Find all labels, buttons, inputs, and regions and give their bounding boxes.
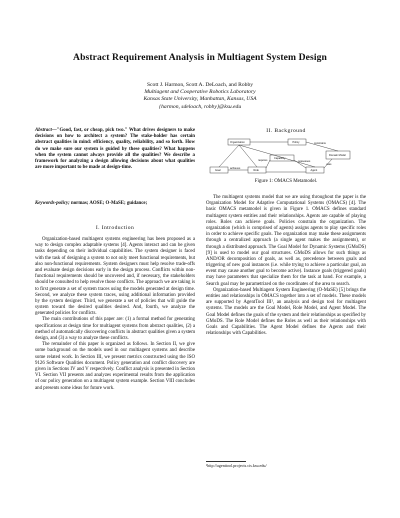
section-heading-introduction: I. Introduction <box>95 225 135 231</box>
intro-paragraph: The main contributions of this paper are: (1) a formal method for generating specifications at design time for multiagent systems from abstract qualities, (2) a method of automatically discovering conflicts in abstract qualities given a system design, and (3) a way to analyze these conflicts. <box>35 317 195 341</box>
role-label: Role <box>253 169 259 173</box>
abstract <box>35 128 195 171</box>
constrains-label: constrains <box>314 142 326 145</box>
footnote-divider <box>206 461 246 462</box>
figure-caption: Figure 1: OMACS Metamodel. <box>254 179 318 184</box>
policy-label: Policy <box>292 141 300 145</box>
author-names: Scott J. Harmon, Scott A. DeLoach, and Robby <box>146 82 254 88</box>
goal-label: Goal <box>215 169 221 173</box>
university: Kansas State University, Manhattan, Kansas, USA <box>143 96 257 103</box>
omacs-metamodel-figure <box>208 137 364 177</box>
intro-paragraph: The remainder of this paper is organized as follows. In Section II, we give some background on the models used in our multiagent systems and describe some related work. In Section III, we present metrics constructed using the ISO 9126 Software Qualities document. Policy generation and conflict discovery are given in Sections IV and V respectively. Conflict analysis is presented in Section VI. Section VII presents and analyzes experimental results from the application of our policy generation on a multiagent system example. Section VIII concludes and presents some ideas for future work. <box>35 342 195 391</box>
keywords-text: normas; AOSE; O-MaSE; guidance; <box>69 201 148 206</box>
capability-label: Capability <box>274 157 286 161</box>
footnote: ¹http://agenttool.projects.cis.ksu.edu/ <box>206 463 267 468</box>
abstract-label: Abstract— <box>35 128 57 133</box>
background-paragraph: The multiagent systems model that we are using throughout the paper is the Organization Model for Adaptive Computational Systems (OMACS) [4]. The basic OMACS metamodel is given in Figure 1. OMACS defines standard multiagent system entities and their relationships. Agents are capable of playing roles. Roles can achieve goals. Policies constrain the organization. The organization (which is comprised of agents) assigns agents to play specific roles in order to achieve specific goals. The organization may make these assignments through a centralized approach (a single agent makes the assignments), or through a distributed approach. The Goal Model for Dynamic Systems (GMoDS) [9] is used to model our goal structures. GMoDS allows for such things as AND/OR decomposition of goals, as well as, precedence between goals and triggering of new goal instances (i.e. while trying to achieve a particular goal, an event may cause another goal to become active). Instance goals (triggered goals) may have parameters that specialize them for the task at hand. For example, a Search goal may be parametrized on the coordinates of the area to search. <box>206 195 366 287</box>
author-block <box>60 82 340 111</box>
keywords-label: Keywords-policy; <box>35 201 70 206</box>
achieves-label: achieves <box>230 166 241 170</box>
organization-label: Organization <box>230 141 245 145</box>
domain-model-label: Domain Model <box>329 154 346 157</box>
abstract-text: "Good, fast, or cheap, pick two." What drives designers to make decisions on how to architect a system? The stake-holder has certain abstract qualities in mind: efficiency, quality, reliability, and so forth. How do we make sure our system is guided by these qualities? What happens when the system cannot always provide all the qualities? We describe a framework for analyzing a design allowing decisions about what qualities are more important to be made at design-time. <box>35 128 195 171</box>
paper-title: Abstract Requirement Analysis in Multiagent System Design <box>73 52 327 63</box>
section-heading-background: II. Background <box>266 128 306 134</box>
requires-label: requires <box>258 159 268 162</box>
author-emails: {harmon, sdeloach, robby}@ksu.edu <box>158 103 242 110</box>
keywords <box>35 201 195 207</box>
uses-label: uses <box>326 163 332 166</box>
intro-paragraph: Organization-based multiagent systems engineering has been proposed as a way to design complex adaptable systems [4]. Agents interact and can be given tasks depending on their individual capabilities. The system designer is faced with the task of designing a system to not only meet functional requirements, but also non-functional requirements. System designers must help resolve trade-offs and evaluate design decisions early in the design process. Conflicts within non-functional requirements should be uncovered and, if necessary, the stakeholders should be consulted to help resolve those conflicts. The approach we are taking is to first generate a set of system traces using the models generated at design time. Second, we analyze these system traces, using additional information provided by the system designer. Third, we generate a set of policies that will guide the system toward the desired qualities desired. And, fourth, we analyze the generated policies for conflicts. <box>35 237 195 317</box>
possesses-label: possesses <box>298 160 311 163</box>
background-paragraph: Organization-based Multiagent System Engineering (O-MaSE) [5] brings the entities and relationships in OMACS together into a set of models. These models are supported by AgentTool III¹, an analysis and design tool for multiagent systems. The models are the Goal Model, Role Model, and Agent Model. The Goal Model defines the goals of the system and their relationships as specified by GMoDS. The Role Model defines the Roles as well as their relationships with Goals and Capabilities. The Agent Model defines the Agents and their relationships with Capabilities. <box>206 287 366 337</box>
introduction-body <box>35 237 195 392</box>
background-body <box>206 195 366 337</box>
lab-name: Multiagent and Cooperative Robotics Laboratory <box>144 89 256 96</box>
agent-label: Agent <box>310 169 318 173</box>
